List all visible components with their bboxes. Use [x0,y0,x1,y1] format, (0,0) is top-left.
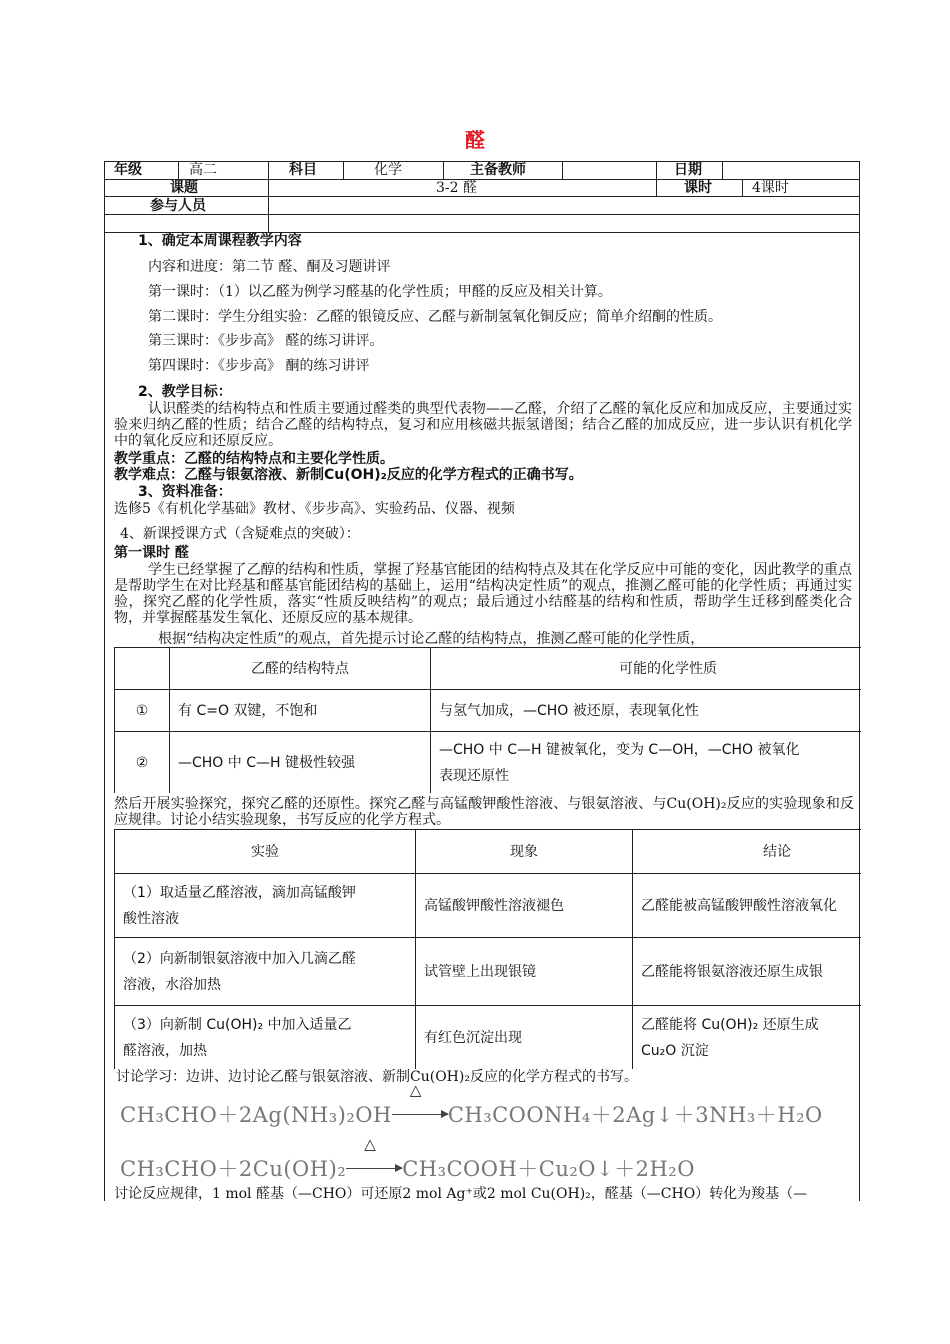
participants-label: 参与人员 [150,198,206,214]
property-cell [431,732,862,794]
table-row [115,938,862,1006]
content-line: 第四课时：《步步高》 酮的练习讲评 [148,358,370,374]
conclusion-cell: 乙醛能将银氨溶液还原生成银 [633,938,862,1006]
content-line: 内容和进度：第二节 醛、酮及习题讲评 [148,259,391,275]
silver-mirror-equation [120,1086,823,1129]
explore-text: 然后开展实验探究，探究乙醛的还原性。探究乙醛与高锰酸钾酸性溶液、与银氨溶液、与Cu(OH)₂反应的实验现象和反应规律。讨论小结实验现象，书写反应的化学方程式。 [114,796,854,828]
materials-text: 选修5《有机化学基础》教材、《步步高》、实验药品、仪器、视频 [114,501,515,517]
property-line: —CHO 中 C—H 键被氧化，变为 C—OH，—CHO 被氧化 [439,741,800,758]
table-header: 乙醛的结构特点 [170,648,431,690]
experiment-cell [115,874,416,938]
grade-label: 年级 [114,162,142,178]
reaction-rule-text: 讨论反应规律，1 mol 醛基（—CHO）可还原2 mol Ag⁺或2 mol Cu(OH)₂，醛基（—CHO）转化为羧基（— [114,1186,808,1202]
table-header: 结论 [633,830,862,874]
experiment-table [114,829,861,1069]
teaching-difficulty: 教学难点：乙醛与银氨溶液、新制Cu(OH)₂反应的化学方程式的正确书写。 [114,467,583,483]
experiment-line: （3）向新制 Cu(OH)₂ 中加入适量乙 [123,1016,352,1033]
table-header [115,648,170,690]
experiment-line: （2）向新制银氨溶液中加入几滴乙醛 [123,950,356,967]
phenomenon-cell: 高锰酸钾酸性溶液褪色 [416,874,633,938]
phenomenon-cell: 试管壁上出现银镜 [416,938,633,1006]
page-title: 醛 [465,128,485,152]
teaching-focus: 教学重点：乙醛的结构特点和主要化学性质。 [114,451,394,467]
row-number: ① [115,690,170,732]
experiment-line: 醛溶液，加热 [123,1042,207,1059]
experiment-table-wrap [114,829,861,1069]
table-row [115,874,862,938]
phenomenon-cell: 有红色沉淀出现 [416,1006,633,1070]
section-1-title: 1、确定本周课程教学内容 [138,233,302,249]
equations-wrap [104,1086,860,1186]
table-header: 可能的化学性质 [431,648,862,690]
conclusion-cell: 乙醛能被高锰酸钾酸性溶液氧化 [633,874,862,938]
content-line: 第一课时：（1）以乙醛为例学习醛基的化学性质；甲醛的反应及相关计算。 [148,284,612,300]
content-line: 第二课时：学生分组实验：乙醛的银镜反应、乙醛与新制氢氧化铜反应；简单介绍酮的性质。 [148,309,722,325]
equation-reactants: CH₃CHO＋2Ag(NH₃)₂OH [120,1103,392,1127]
topic-label: 课题 [170,180,198,196]
lesson-1-text: 学生已经掌握了乙醇的结构和性质，掌握了羟基官能团的结构特点及其在化学反应中可能的变化，因此教学的重点是帮助学生在对比羟基和醛基官能团结构的基础上，运用“结构决定性质”的观点，推测乙醛可能的化学性质；再通过实验，探究乙醛的化学性质，落实“性质反映结构”的观点；最后通过小结醛基的结构和性质，帮助学生迁移到醛类化合物，并掌握醛基发生氧化、还原反应的基本规律。 [114,562,852,626]
experiment-line: （1）取适量乙醛溶液，滴加高锰酸钾 [123,884,356,901]
content-line: 第三课时：《步步高》 醛的练习讲评。 [148,333,384,349]
lesson-1-text-2: 根据“结构决定性质”的观点，首先提示讨论乙醛的结构特点，推测乙醛可能的化学性质， [158,631,705,647]
grade-value: 高二 [189,162,217,178]
property-line: 表现还原性 [439,767,509,784]
reaction-arrow [392,1086,448,1127]
conclusion-line: 乙醛能将 Cu(OH)₂ 还原生成 [641,1016,819,1033]
date-label: 日期 [674,162,702,178]
table-header: 实验 [115,830,416,874]
equation-products: CH₃COOH＋Cu₂O↓＋2H₂O [402,1157,695,1181]
discussion-text: 讨论学习：边讲、边讨论乙醛与银氨溶液、新制Cu(OH)₂反应的化学方程式的书写。 [116,1069,638,1085]
table-header: 现象 [416,830,633,874]
structure-table [114,647,861,793]
table-row [115,690,862,732]
equation-products: CH₃COONH₄＋2Ag↓＋3NH₃＋H₂O [447,1103,823,1127]
table-row [115,732,862,794]
objectives-text: 认识醛类的结构特点和性质主要通过醛类的典型代表物——乙醛，介绍了乙醛的氧化反应和加成反应，主要通过实验来归纳乙醛的性质；结合乙醛的结构特点，复习和应用核磁共振氢谱图；结合乙醛的加成反应，进一步认识有机化学中的氧化反应和还原反应。 [114,401,852,449]
property-cell: 与氢气加成，—CHO 被还原，表现氧化性 [431,690,862,732]
reaction-arrow [346,1135,402,1181]
structure-table-wrap [114,647,861,793]
experiment-cell [115,938,416,1006]
row-number: ② [115,732,170,794]
experiment-cell [115,1006,416,1070]
subject-label: 科目 [289,162,317,178]
conclusion-cell [633,1006,862,1070]
subject-value: 化学 [374,162,402,178]
experiment-line: 溶液，水浴加热 [123,976,221,993]
rule-text-wrap [114,1186,858,1204]
topic-value: 3-2 醛 [436,180,477,196]
section-2-title: 2、教学目标： [138,384,232,400]
hours-label: 课时 [684,180,712,196]
structure-cell: 有 C=O 双键，不饱和 [170,690,431,732]
teacher-label: 主备教师 [470,162,526,178]
experiment-line: 酸性溶液 [123,910,179,927]
conclusion-line: Cu₂O 沉淀 [641,1042,709,1059]
section-3-title: 3、资料准备： [138,484,232,500]
section-4-title: 4、新课授课方式（含疑难点的突破）： [120,526,360,542]
lesson-1-title: 第一课时 醛 [114,545,189,561]
heat-symbol: △ [409,1086,422,1099]
hours-value: 4课时 [752,180,789,196]
structure-cell: —CHO 中 C—H 键极性较强 [170,732,431,794]
heat-symbol: △ [364,1135,377,1153]
equation-reactants: CH₃CHO＋2Cu(OH)₂ [120,1157,347,1181]
table-row [115,1006,862,1070]
copper-hydroxide-equation [120,1135,695,1183]
